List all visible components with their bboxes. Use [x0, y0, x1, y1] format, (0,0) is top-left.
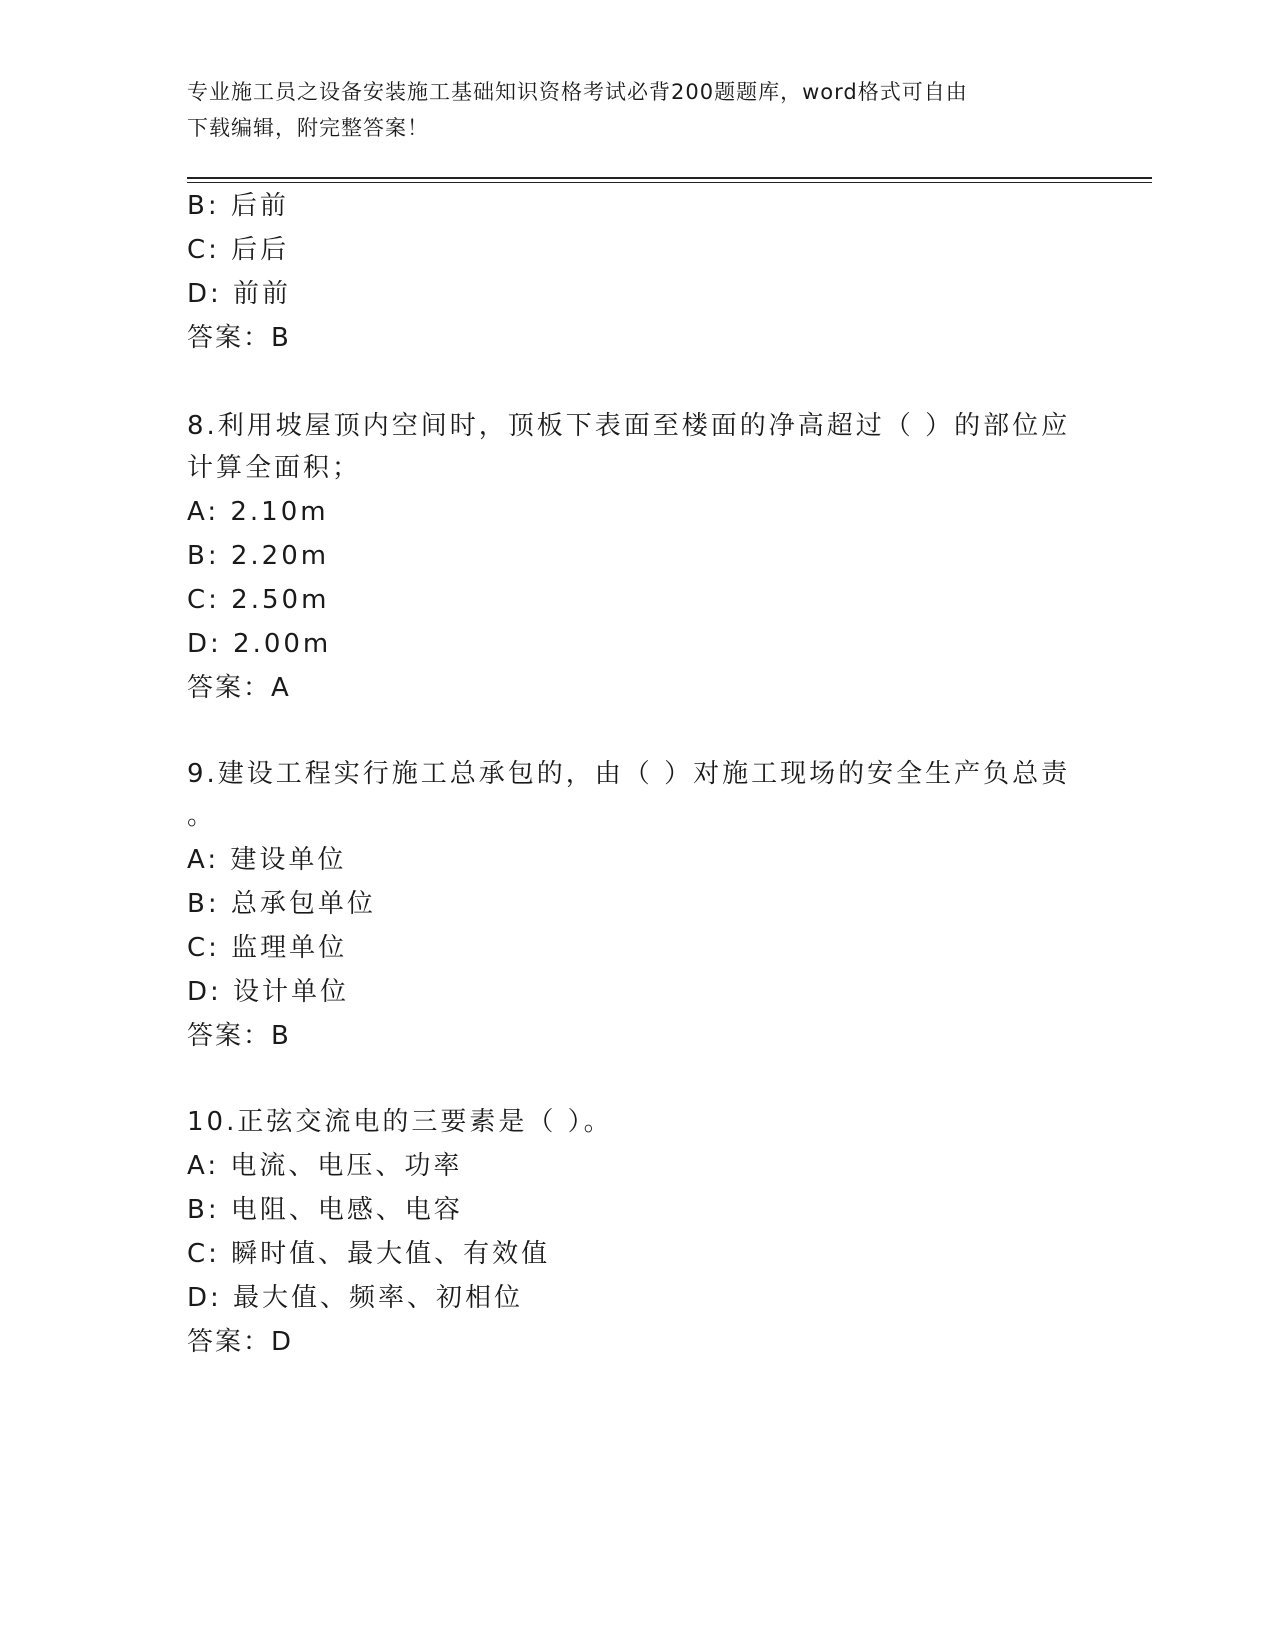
q10-option-a: A: 电流、电压、功率 [187, 1151, 463, 1181]
q9-option-d: D: 设计单位 [187, 977, 350, 1007]
q10-option-d: D: 最大值、频率、初相位 [187, 1283, 524, 1313]
header-line-1: 专业施工员之设备安装施工基础知识资格考试必背200题题库，word格式可自由 [187, 80, 968, 104]
q9-stem-line-1: 9.建设工程实行施工总承包的，由（ ）对施工现场的安全生产负总责 [187, 759, 1071, 789]
q9-answer: 答案：B [187, 1021, 291, 1051]
q10-option-b: B: 电阻、电感、电容 [187, 1195, 463, 1225]
q9-stem-line-2: 。 [187, 801, 217, 831]
header-rule-thick [187, 177, 1152, 179]
q8-stem-line-1: 8.利用坡屋顶内空间时，顶板下表面至楼面的净高超过（ ）的部位应 [187, 411, 1071, 441]
q8-option-d: D: 2.00m [187, 629, 332, 659]
q7-option-d: D: 前前 [187, 279, 292, 309]
document-header [187, 74, 1067, 146]
q8-option-a: A: 2.10m [187, 497, 329, 527]
q10-stem-line-1: 10.正弦交流电的三要素是（ ）。 [187, 1107, 613, 1137]
q7-option-c: C: 后后 [187, 235, 290, 265]
q10-answer: 答案：D [187, 1327, 294, 1357]
q7-answer: 答案：B [187, 323, 291, 353]
q9-option-a: A: 建设单位 [187, 845, 347, 875]
q9-option-b: B: 总承包单位 [187, 889, 376, 919]
q8-stem-line-2: 计算全面积； [187, 453, 362, 483]
q10-option-c: C: 瞬时值、最大值、有效值 [187, 1239, 551, 1269]
q8-option-b: B: 2.20m [187, 541, 330, 571]
header-rule-thin [187, 182, 1152, 183]
q8-answer: 答案：A [187, 673, 291, 703]
q8-option-c: C: 2.50m [187, 585, 330, 615]
q7-option-b: B: 后前 [187, 191, 289, 221]
header-line-2: 下载编辑，附完整答案！ [187, 116, 429, 140]
q9-option-c: C: 监理单位 [187, 933, 348, 963]
